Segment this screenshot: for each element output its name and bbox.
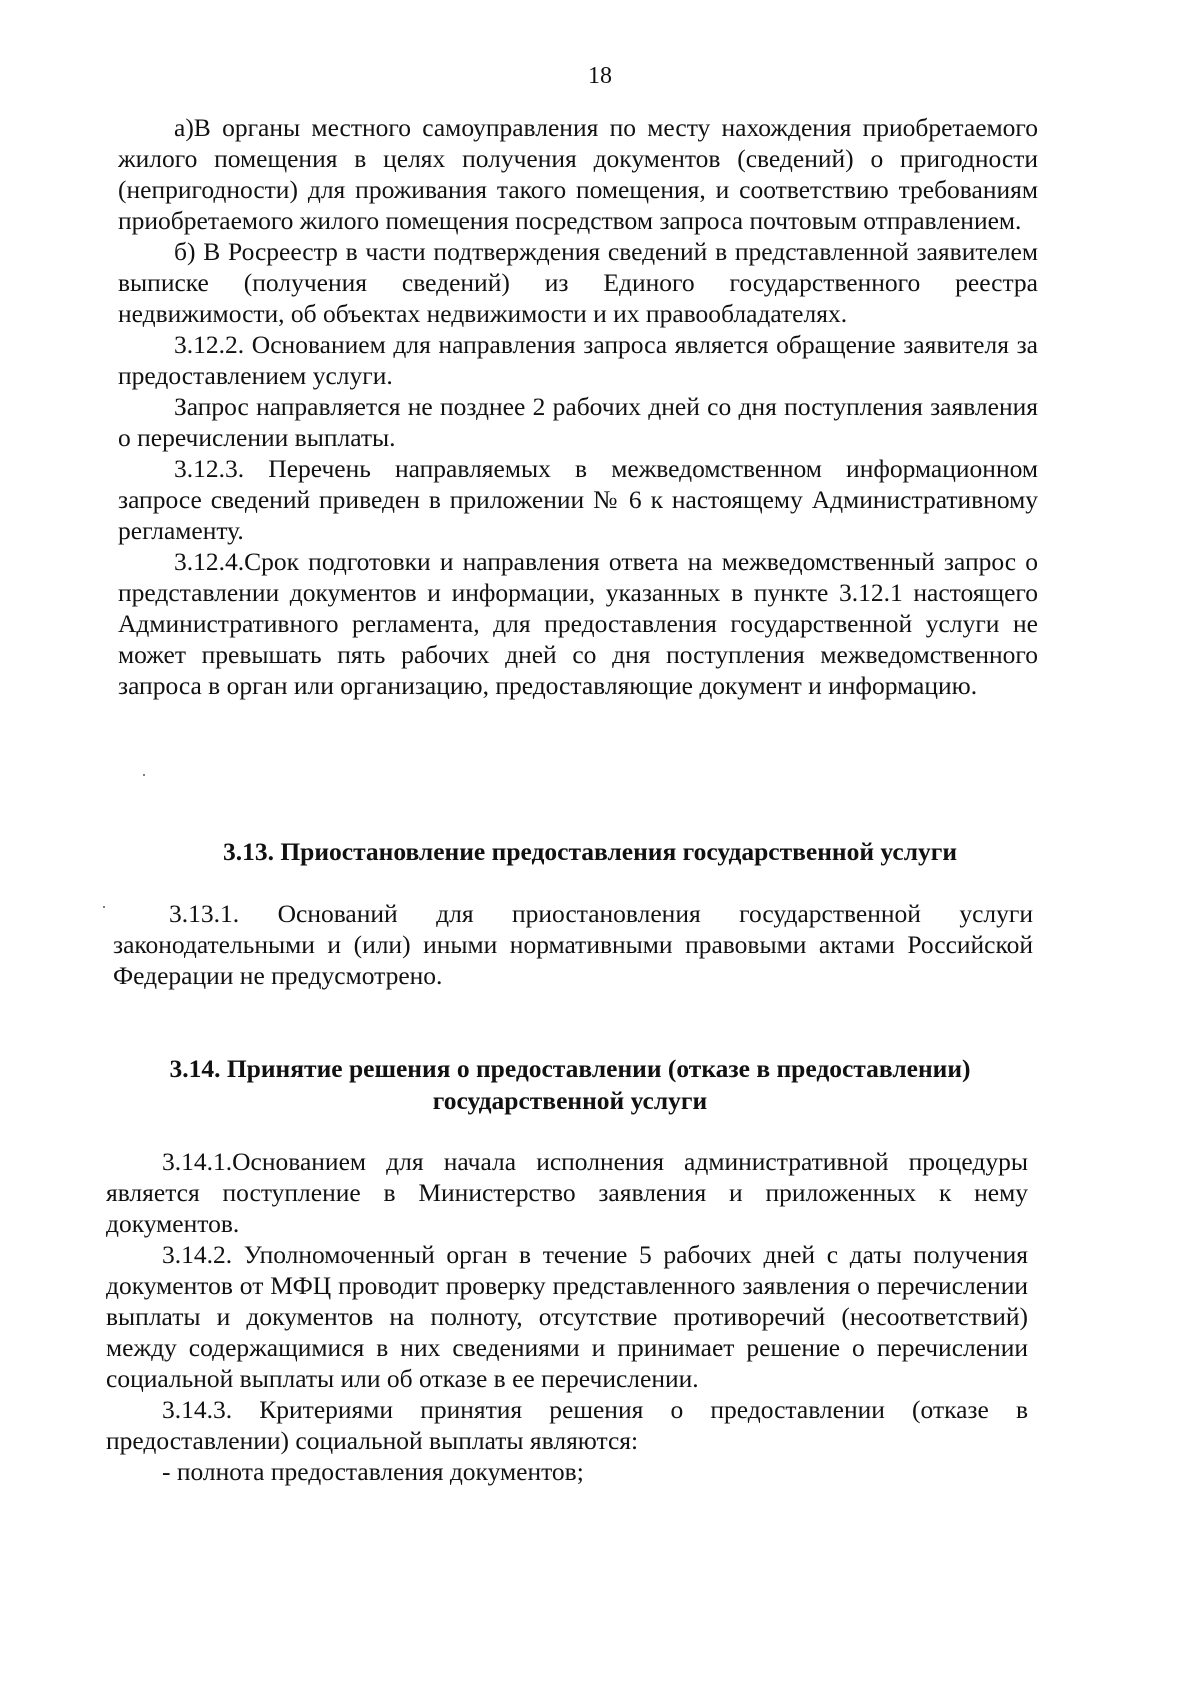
- scan-speck: [103, 906, 105, 908]
- heading-3-14-line-2: государственной услуги: [432, 1086, 708, 1115]
- paragraph-3-12-4: 3.12.4.Срок подготовки и направления ответа на межведомственный запрос о представлении документов и информации, указанных в пункте 3.12.1 настоящего Административного регламента, для предоставления государственной услуги не может превышать пять рабочих дней со дня поступления межведомственного запроса в орган или организацию, предоставляющие документ и информацию.: [118, 547, 1038, 700]
- scan-speck: [143, 774, 145, 776]
- paragraph-3-14-1: 3.14.1.Основанием для начала исполнения административной процедуры является поступление в Министерство заявления и приложенных к нему документов.: [106, 1147, 1028, 1238]
- section-3-12-body: [118, 112, 1038, 701]
- paragraph-3-14-3: 3.14.3. Критериями принятия решения о предоставлении (отказе в предоставлении) социальной выплаты являются:: [106, 1395, 1028, 1455]
- heading-3-14: [110, 1053, 1030, 1117]
- paragraph-3-14-2: 3.14.2. Уполномоченный орган в течение 5 рабочих дней с даты получения документов от МФЦ проводит проверку представленного заявления о перечислении выплаты и документов на полноту, отсутствие противоречий (несоответствий) между содержащимися в них сведениями и принимает решение о перечислении социальной выплаты или об отказе в ее перечислении.: [106, 1240, 1028, 1393]
- heading-3-13: 3.13. Приостановление предоставления государственной услуги: [222, 837, 958, 866]
- heading-3-14-line-1: 3.14. Принятие решения о предоставлении (отказе в предоставлении): [169, 1054, 971, 1083]
- section-3-14-body: [106, 1146, 1028, 1487]
- paragraph-3-12-2-deadline: Запрос направляется не позднее 2 рабочих дней со дня поступления заявления о перечислении выплаты.: [118, 392, 1038, 452]
- page-number: 18: [588, 63, 612, 89]
- paragraph-3-12-1-a: а)В органы местного самоуправления по месту нахождения приобретаемого жилого помещения в целях получения документов (сведений) о пригодности (непригодности) для проживания такого помещения, и соответствию требованиям приобретаемого жилого помещения посредством запроса почтовым отправлением.: [118, 113, 1038, 235]
- paragraph-3-12-2: 3.12.2. Основанием для направления запроса является обращение заявителя за предоставлением услуги.: [118, 330, 1038, 390]
- list-item-criterion: - полнота предоставления документов;: [162, 1457, 584, 1486]
- section-3-13-body: [113, 898, 1033, 991]
- paragraph-3-13-1: 3.13.1. Оснований для приостановления государственной услуги законодательными и (или) иными нормативными правовыми актами Российской Федерации не предусмотрено.: [113, 899, 1033, 990]
- paragraph-3-12-3: 3.12.3. Перечень направляемых в межведомственном информационном запросе сведений приведен в приложении № 6 к настоящему Административному регламенту.: [118, 454, 1038, 545]
- paragraph-3-12-1-b: б) В Росреестр в части подтверждения сведений в представленной заявителем выписке (получения сведений) из Единого государственного реестра недвижимости, об объектах недвижимости и их правообладателях.: [118, 237, 1038, 328]
